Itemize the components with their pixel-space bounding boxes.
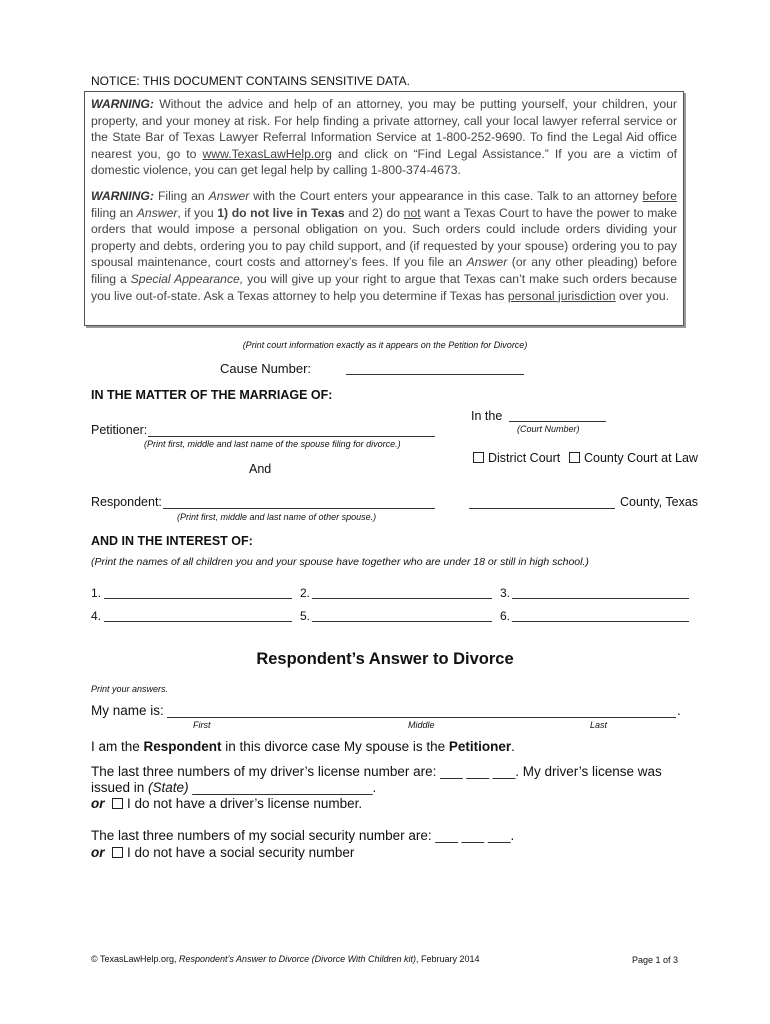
no-ssn-checkbox[interactable] (112, 847, 123, 858)
last-name-hint: Last (590, 720, 608, 730)
county-court-option[interactable]: County Court at Law (569, 451, 698, 465)
page-number: Page 1 of 3 (632, 955, 679, 965)
respondent-statement: I am the Respondent in this divorce case My spouse is the Petitioner. (91, 739, 515, 754)
my-name-field[interactable] (167, 717, 676, 718)
court-number-field[interactable] (509, 421, 606, 422)
district-court-option[interactable]: District Court (473, 451, 560, 465)
respondent-name-field[interactable] (163, 508, 435, 509)
child-1-field[interactable] (104, 598, 292, 599)
court-number-hint: (Court Number) (517, 424, 580, 434)
ssn-statement: The last three numbers of my social security number are: ___ ___ ___. (91, 828, 515, 843)
petitioner-label: Petitioner: (91, 423, 148, 437)
child-2-number: 2. (300, 586, 311, 600)
print-court-info-hint: (Print court information exactly as it appears on the Petition for Divorce) (242, 340, 528, 350)
warning-label: WARNING: (91, 97, 154, 111)
child-4-number: 4. (91, 609, 102, 623)
county-texas-label: County, Texas (620, 495, 699, 509)
drivers-license-state-line: issued in (State) ________________________. (91, 780, 377, 795)
first-name-hint: First (193, 720, 211, 730)
my-name-label: My name is: (91, 703, 164, 718)
child-1-number: 1. (91, 586, 102, 600)
child-3-field[interactable] (512, 598, 689, 599)
no-ssn-option[interactable]: or I do not have a social security number (91, 845, 355, 860)
drivers-license-statement: The last three numbers of my driver’s license number are: ___ ___ ___. My driver’s license was (91, 764, 662, 779)
petitioner-name-field[interactable] (148, 436, 435, 437)
warning-paragraph-1: WARNING: Without the advice and help of an attorney, you may be putting yourself, your children, your property, and your money at risk. For help finding a private attorney, call your local lawyer referral service or the State Bar of Texas Lawyer Referral Information Service at 1-800-252-9690. To find the Legal Aid office nearest you, go to www.TexasLawHelp.org and click on “Find Legal Assistance.” If you are a victim of domestic violence, you can get legal help by calling 1-800-374-4673. (91, 97, 678, 178)
document-title: Respondent’s Answer to Divorce (256, 650, 514, 668)
sensitive-data-notice: NOTICE: THIS DOCUMENT CONTAINS SENSITIVE DATA. (91, 74, 410, 88)
warning-paragraph-2: WARNING: Filing an Answer with the Court enters your appearance in this case. Talk to an attorney before filing an Answer, if you 1) do not live in Texas and 2) do not want a Texas Court to have the power to make orders that would impose a personal obligation on you. Such orders could include orders dividing your property and debts, ordering you to pay child support, and (if requested by your spouse) ordering you to pay spousal maintenance, court costs and attorney’s fees. If you file an Answer (or any other pleading) before filing a Special Appearance, you will give up your right to argue that Texas can’t make such orders because you live out-of-state. Ask a Texas attorney to help you determine if Texas has personal jurisdiction over you. (91, 188, 678, 303)
child-6-number: 6. (500, 609, 511, 623)
my-name-period: . (677, 703, 681, 718)
no-drivers-license-checkbox[interactable] (112, 798, 123, 809)
child-5-field[interactable] (312, 621, 492, 622)
warning-label: WARNING: (91, 188, 154, 203)
respondent-hint: (Print first, middle and last name of other spouse.) (177, 512, 377, 522)
child-6-field[interactable] (512, 621, 689, 622)
cause-number-label: Cause Number: (220, 361, 312, 376)
children-hint: (Print the names of all children you and your spouse have together who are under 18 or still in high school.) (91, 556, 589, 568)
interest-heading: AND IN THE INTEREST OF: (91, 534, 253, 548)
child-5-number: 5. (300, 609, 311, 623)
footer-copyright: © TexasLawHelp.org, Respondent’s Answer to Divorce (Divorce With Children kit), February 2014 (91, 954, 480, 964)
print-answers-hint: Print your answers. (91, 684, 169, 694)
and-label: And (249, 462, 272, 476)
cause-number-field[interactable] (346, 374, 524, 375)
in-the-label: In the (471, 409, 503, 423)
county-field[interactable] (469, 508, 615, 509)
child-2-field[interactable] (312, 598, 492, 599)
district-court-checkbox[interactable] (473, 452, 484, 463)
county-court-checkbox[interactable] (569, 452, 580, 463)
child-4-field[interactable] (104, 621, 292, 622)
warning-box (84, 91, 684, 326)
respondent-label: Respondent: (91, 495, 162, 509)
child-3-number: 3. (500, 586, 511, 600)
matter-heading: IN THE MATTER OF THE MARRIAGE OF: (91, 388, 333, 402)
no-drivers-license-option[interactable]: or I do not have a driver’s license number. (91, 796, 363, 811)
middle-name-hint: Middle (408, 720, 435, 730)
texaslawhelp-link[interactable]: www.TexasLawHelp.org (202, 146, 332, 161)
petitioner-hint: (Print first, middle and last name of the spouse filing for divorce.) (144, 439, 401, 449)
